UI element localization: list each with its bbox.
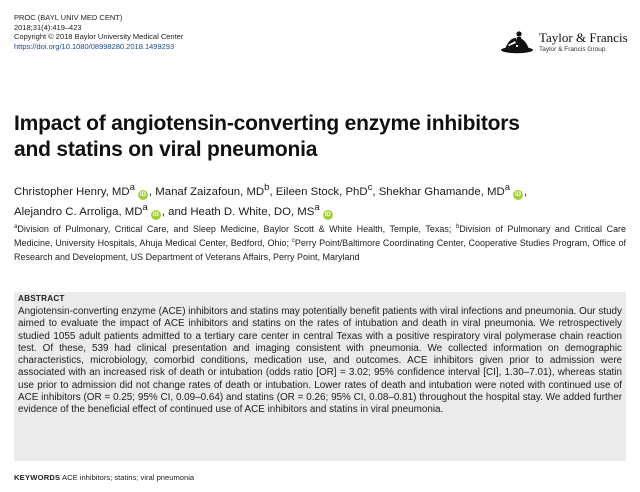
title-line-2: and statins on viral pneumonia <box>14 138 318 161</box>
affiliation-b: Division of Pulmonary and Critical Care Medicine, University Hospitals, Ahuja Medical Center, Bedford, Ohio; <box>14 224 626 248</box>
author-name[interactable]: Shekhar Ghamande, MD <box>378 185 505 198</box>
author-name[interactable]: Eileen Stock, PhD <box>275 185 368 198</box>
author-name[interactable]: Manaf Zaizafoun, MD <box>155 185 265 198</box>
keywords <box>14 473 194 482</box>
orcid-icon[interactable]: iD <box>139 191 146 198</box>
publisher-name: Taylor & Francis <box>539 29 628 45</box>
author-name[interactable]: Alejandro C. Arroliga, MD <box>14 206 143 219</box>
article-title <box>14 111 624 163</box>
journal-volume: 2018;31(4):419–423 <box>14 22 82 32</box>
author-separator: , <box>148 185 153 198</box>
author-separator: , and <box>161 206 188 219</box>
orcid-icon[interactable]: iD <box>152 212 159 219</box>
orcid-icon[interactable]: iD <box>324 212 331 219</box>
keywords-text: ACE inhibitors; statins; viral pneumonia <box>62 473 195 482</box>
author-affiliation-marker: b <box>264 182 270 193</box>
publisher-logo <box>499 29 628 55</box>
author-separator: , <box>269 185 273 198</box>
copyright-line: Copyright © 2018 Baylor University Medical Center <box>14 32 184 42</box>
abstract-box <box>14 292 626 461</box>
author-affiliation-marker: a <box>129 182 135 193</box>
affiliation-a-marker: a <box>14 224 18 230</box>
affiliations <box>14 223 626 264</box>
author-affiliation-marker: a <box>142 202 148 214</box>
citation-block <box>14 13 183 51</box>
author-name[interactable]: Christopher Henry, MD <box>14 185 130 198</box>
reading-figure-logo-icon <box>499 29 535 55</box>
journal-name: PROC (BAYL UNIV MED CENT) <box>14 13 123 22</box>
publisher-group: Taylor & Francis Group <box>539 45 606 53</box>
author-affiliation-marker: c <box>367 182 373 193</box>
author-affiliation-marker: a <box>504 182 510 193</box>
orcid-icon[interactable]: iD <box>515 191 521 198</box>
abstract-text: Angiotensin-converting enzyme (ACE) inhibitors and statins may potentially benefit patients with viral infections and pneumonia. Our study aimed to evaluate the impact of ACE inhibitors and statins on the rates of intubation and death in viral pneumonia. We retrospectively studied 1055 adult patients admitted to a tertiary care center in central Texas with a positive respiratory viral polymerase chain reaction test. Of these, 539 had clinical presentation and imaging consistent with pneumonia. We collected information on demographic characteristics, microbiology, comorbid conditions, medication use, and outcomes. ACE inhibitors given prior to admission were associated with an increased risk of death or intubation (odds ratio [OR] = 3.02; 95% confidence interval [CI], 1.30–7.01), whereas statin use prior to admission did not change rates of death or intubation. Lower rates of death and intubation were noted with continued use of ACE inhibitors (OR = 0.25; 95% CI, 0.09–0.64) and statins (OR = 0.26; 95% CI, 0.08–0.81) throughout the hospital stay. We added further evidence of the beneficial effect of continued use of ACE inhibitors and statins in viral pneumonia. <box>18 306 622 416</box>
affiliation-c-marker: c <box>291 237 295 244</box>
doi-link[interactable]: https://doi.org/10.1080/08998280.2018.1499293 <box>14 41 175 51</box>
author-separator: , <box>524 185 528 198</box>
author-name[interactable]: Heath D. White, DO, MS <box>190 206 315 219</box>
abstract-heading: ABSTRACT <box>18 294 65 303</box>
keywords-label: KEYWORDS <box>14 473 61 482</box>
affiliation-b-marker: b <box>455 224 460 230</box>
author-list <box>14 180 624 221</box>
affiliation-a: Division of Pulmonary, Critical Care, and Sleep Medicine, Baylor Scott & White Health, Temple, Texas; <box>17 224 456 234</box>
affiliation-c: Perry Point/Baltimore Coordinating Center, Cooperative Studies Program, Office of Research and Development, US Department of Veterans Affairs, Perry Point, Maryland <box>14 237 626 262</box>
title-line-1: Impact of angiotensin-converting enzyme inhibitors <box>14 112 520 135</box>
author-affiliation-marker: a <box>314 202 320 214</box>
author-separator: , <box>372 185 376 198</box>
